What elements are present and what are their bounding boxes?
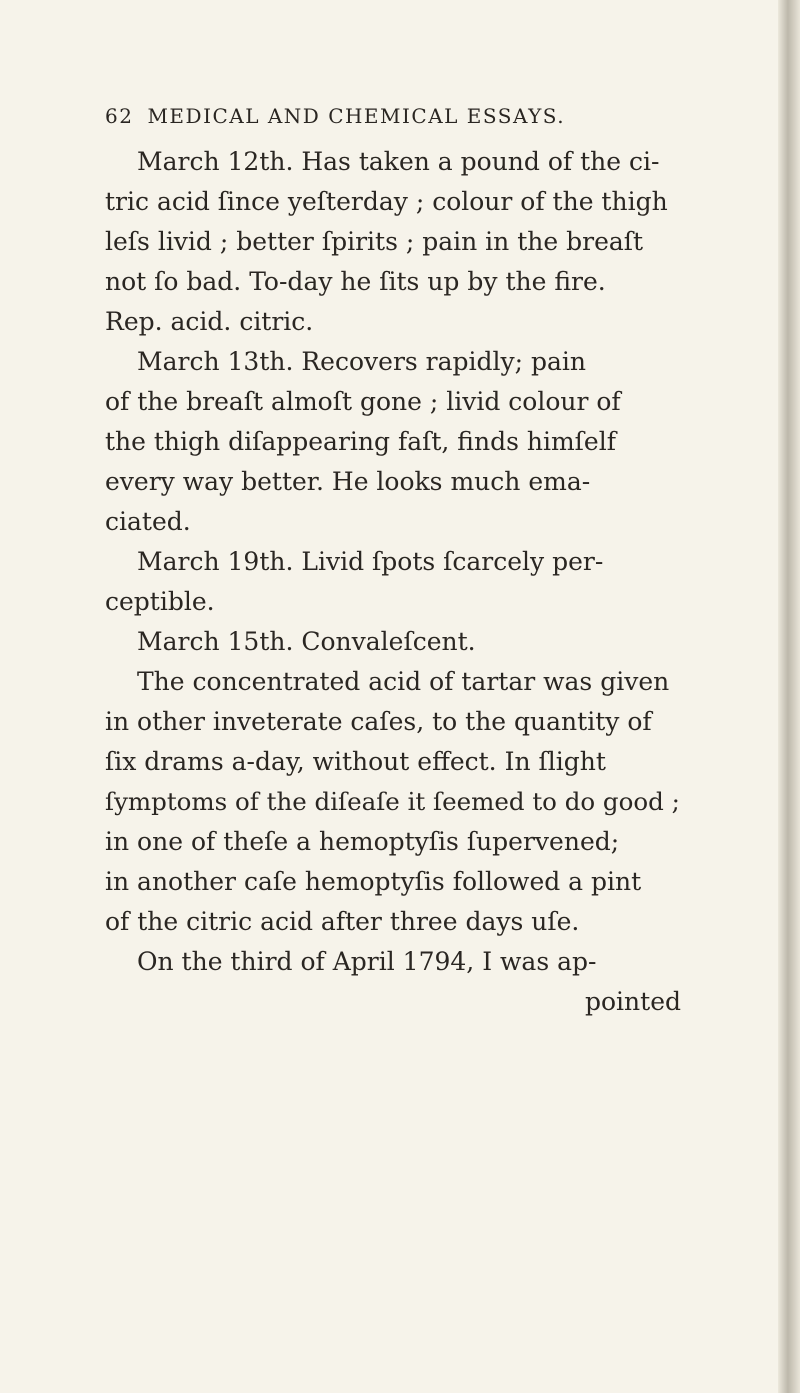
text-line: in one of theſe a hemoptyſis ſupervened; <box>105 827 620 856</box>
text-line: tric acid ſince yeſterday ; colour of the thigh <box>105 187 668 216</box>
page-edge-shadow <box>778 0 800 1393</box>
text-line: ſymptoms of the diſeaſe it ſeemed to do good ; <box>105 787 680 816</box>
text-line: leſs livid ; better ſpirits ; pain in the breaſt <box>105 227 644 256</box>
text-line: ciated. <box>105 507 191 536</box>
text-line: in other inveterate caſes, to the quantity of <box>105 707 652 736</box>
running-title: MEDICAL AND CHEMICAL ESSAYS. <box>147 104 566 128</box>
text-line: March 13th. Recovers rapidly; pain <box>137 347 587 376</box>
page-number: 62 <box>105 104 134 128</box>
text-line: On the third of April 1794, I was ap- <box>137 947 597 976</box>
text-line: ceptible. <box>105 587 215 616</box>
text-line: ſix drams a-day, without effect. In ſlight <box>105 747 606 776</box>
text-line: The concentrated acid of tartar was given <box>137 667 670 696</box>
text-line: of the breaſt almoſt gone ; livid colour of <box>105 387 621 416</box>
text-line: March 12th. Has taken a pound of the ci- <box>137 147 660 176</box>
text-line: March 15th. Convaleſcent. <box>137 627 476 656</box>
text-line: March 19th. Livid ſpots ſcarcely per- <box>137 547 604 576</box>
running-head <box>105 104 665 128</box>
text-line: every way better. He looks much ema- <box>105 467 591 496</box>
text-line: in another caſe hemoptyſis followed a pint <box>105 867 642 896</box>
text-line: not ſo bad. To-day he ſits up by the fire. <box>105 267 606 296</box>
text-line: Rep. acid. citric. <box>105 307 314 336</box>
text-line: the thigh diſappearing faſt, finds himſelf <box>105 427 616 456</box>
text-line: pointed <box>585 987 681 1016</box>
text-line: of the citric acid after three days uſe. <box>105 907 580 936</box>
